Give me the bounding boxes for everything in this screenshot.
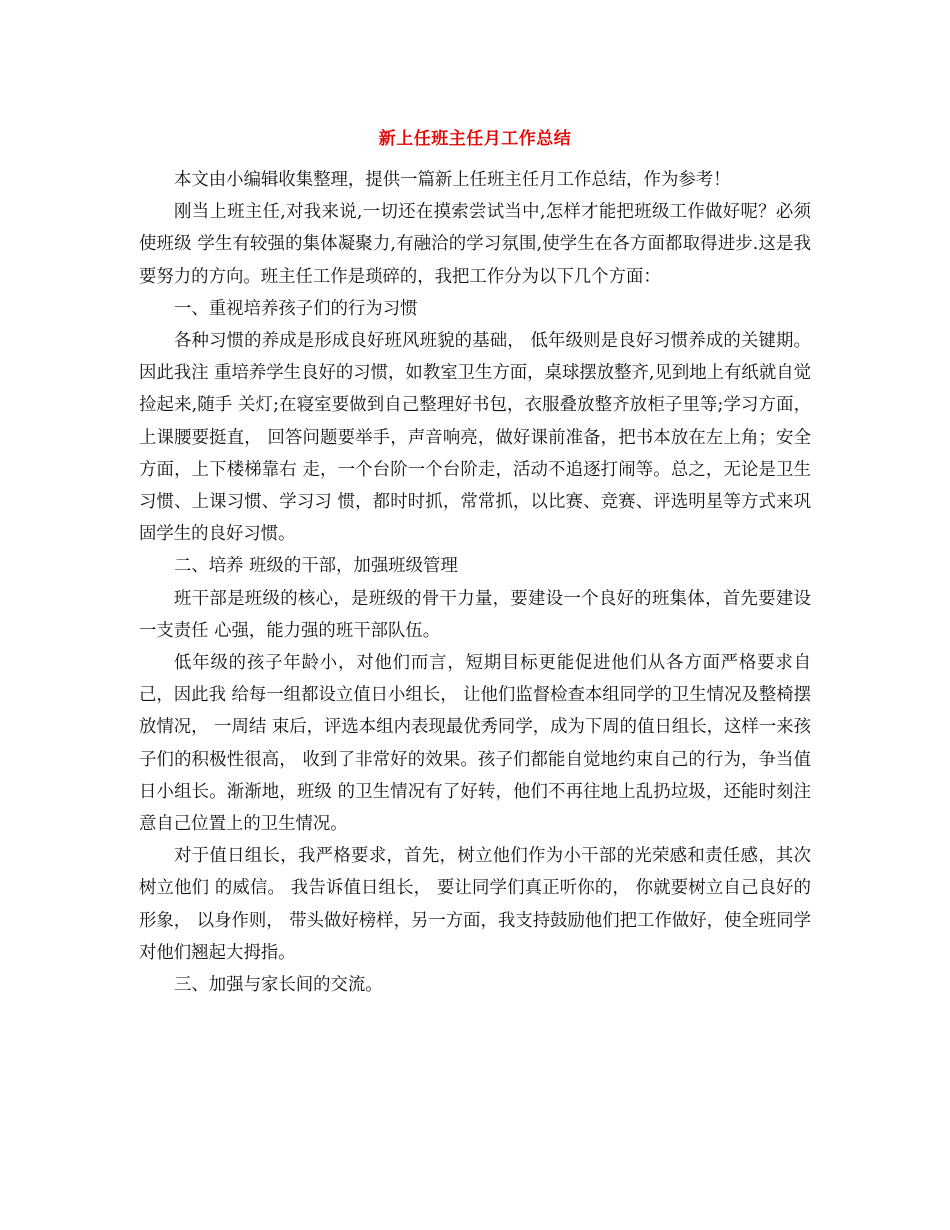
document-body bbox=[139, 160, 811, 1001]
section-heading-parents: 三、加强与家长间的交流。 bbox=[174, 975, 383, 996]
paragraph-habits: 各种习惯的养成是形成良好班风班貌的基础， 低年级则是良好习惯养成的关键期。 因此我注 重培养学生良好的习惯，如教室卫生方面，桌球摆放整齐,见到地上有纸就自觉捡起来,随手 关灯;在寝室要做到自己整理好书包，衣服叠放整齐放柜子里等;学习方面，上课腰要挺直， 回答问题要举手，声音响亮，做好课前准备，把书本放在左上角；安全方面，上下楼梯靠右 走，一个台阶一个台阶走，活动不追逐打闹等。总之，无论是卫生习惯、上课习惯、学习习 惯，都时时抓，常常抓，以比赛、竞赛、评选明星等方式来巩固学生的良好习惯。 bbox=[139, 331, 811, 545]
paragraph-intro: 本文由小编辑收集整理，提供一篇新上任班主任月工作总结，作为参考！ bbox=[174, 170, 731, 190]
section-heading-habits: 一、重视培养孩子们的行为习惯 bbox=[174, 298, 418, 319]
paragraph-leader-requirements: 对于值日组长，我严格要求，首先，树立他们作为小干部的光荣感和责任感，其次树立他们 的威信。 我告诉值日组长， 要让同学们真正听你的， 你就要树立自己良好的形象， 以身作则， 带头做好榜样，另一方面，我支持鼓励他们把工作做好，使全班同学对他们翘起大拇指。 bbox=[139, 846, 811, 963]
paragraph-cadres-core: 班干部是班级的核心，是班级的骨干力量，要建设一个良好的班集体，首先要建设一支责任 心强，能力强的班干部队伍。 bbox=[139, 588, 811, 641]
section-heading-cadres: 二、培养 班级的干部，加强班级管理 bbox=[174, 556, 458, 577]
paragraph-opening: 刚当上班主任,对我来说,一切还在摸索尝试当中,怎样才能把班级工作做好呢？必须使班级 学生有较强的集体凝聚力,有融洽的学习氛围,使学生在各方面都取得进步.这是我要努力的方向。班主任工作是琐碎的，我把工作分为以下几个方面： bbox=[139, 202, 811, 287]
document-title: 新上任班主任月工作总结 bbox=[378, 129, 572, 149]
paragraph-group-leaders: 低年级的孩子年龄小，对他们而言，短期目标更能促进他们从各方面严格要求自己，因此我 给每一组都设立值日小组长， 让他们监督检查本组同学的卫生情况及整椅摆放情况， 一周结 束后，评选本组内表现最优秀同学，成为下周的值日组长，这样一来孩子们的积极性很高， 收到了非常好的效果。孩子们都能自觉地约束自己的行为，争当值日小组长。渐渐地，班级 的卫生情况有了好转，他们不再往地上乱扔垃圾，还能时刻注意自己位置上的卫生情况。 bbox=[139, 653, 811, 835]
